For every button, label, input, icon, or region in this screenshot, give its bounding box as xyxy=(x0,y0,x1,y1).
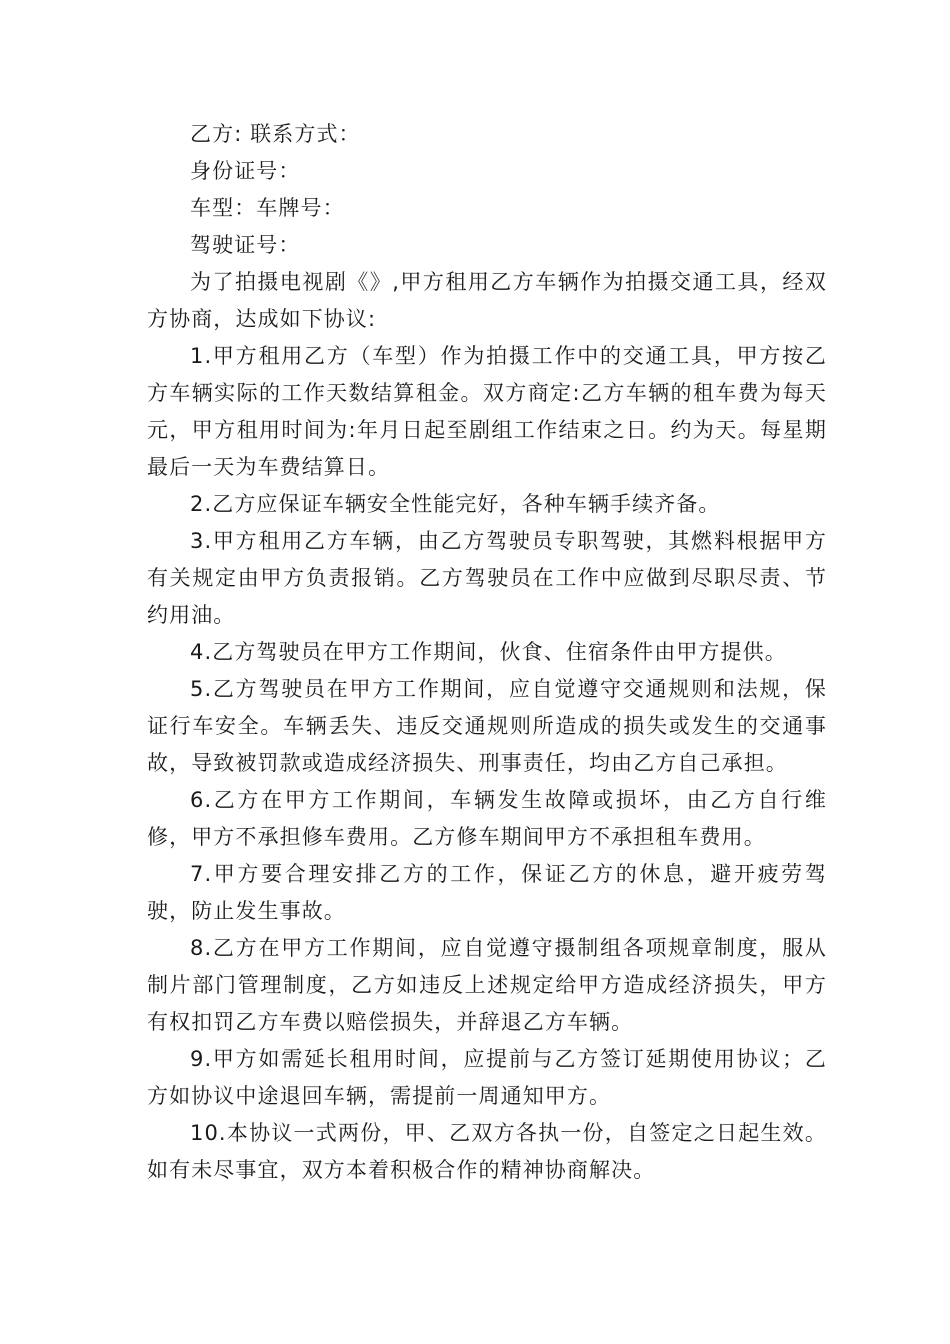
clause-9: 9.甲方如需延长租用时间，应提前与乙方签订延期使用协议；乙方如协议中途退回车辆，需提前一周通知甲方。 xyxy=(147,1047,827,1108)
party-b-contact-line: 乙方: 联系方式： xyxy=(190,122,361,146)
vehicle-plate-line: 车型：车牌号： xyxy=(190,196,345,220)
clause-8: 8.乙方在甲方工作期间，应自觉遵守摄制组各项规章制度，服从制片部门管理制度，乙方如违反上述规定给甲方造成经济损失，甲方有权扣罚乙方车费以赔偿损失，并辞退乙方车辆。 xyxy=(147,936,827,1034)
clause-10: 10.本协议一式两份，甲、乙双方各执一份，自签定之日起生效。如有未尽事宜，双方本着积极合作的精神协商解决。 xyxy=(147,1121,827,1182)
clause-5: 5.乙方驾驶员在甲方工作期间，应自觉遵守交通规则和法规，保证行车安全。车辆丢失、违反交通规则所造成的损失或发生的交通事故，导致被罚款或造成经济损失、刑事责任，均由乙方自己承担。 xyxy=(147,677,827,775)
clause-7: 7.甲方要合理安排乙方的工作，保证乙方的休息，避开疲劳驾驶，防止发生事故。 xyxy=(147,862,827,923)
id-number-line: 身份证号： xyxy=(190,159,301,183)
driver-license-line: 驾驶证号： xyxy=(190,233,301,257)
clause-6: 6.乙方在甲方工作期间，车辆发生故障或损坏，由乙方自行维修，甲方不承担修车费用。乙方修车期间甲方不承担租车费用。 xyxy=(147,788,827,849)
intro-paragraph: 为了拍摄电视剧《》,甲方租用乙方车辆作为拍摄交通工具，经双方协商，达成如下协议: xyxy=(147,270,827,331)
clause-2: 2.乙方应保证车辆安全性能完好，各种车辆手续齐备。 xyxy=(190,492,721,516)
clause-3: 3.甲方租用乙方车辆，由乙方驾驶员专职驾驶，其燃料根据甲方有关规定由甲方负责报销。乙方驾驶员在工作中应做到尽职尽责、节约用油。 xyxy=(147,529,827,627)
clause-4: 4.乙方驾驶员在甲方工作期间，伙食、住宿条件由甲方提供。 xyxy=(190,640,787,664)
document-body xyxy=(147,116,827,1189)
clause-1: 1.甲方租用乙方（车型）作为拍摄工作中的交通工具，甲方按乙方车辆实际的工作天数结算租金。双方商定:乙方车辆的租车费为每天元，甲方租用时间为:年月日起至剧组工作结束之日。约为天。每星期最后一天为车费结算日。 xyxy=(147,344,827,479)
